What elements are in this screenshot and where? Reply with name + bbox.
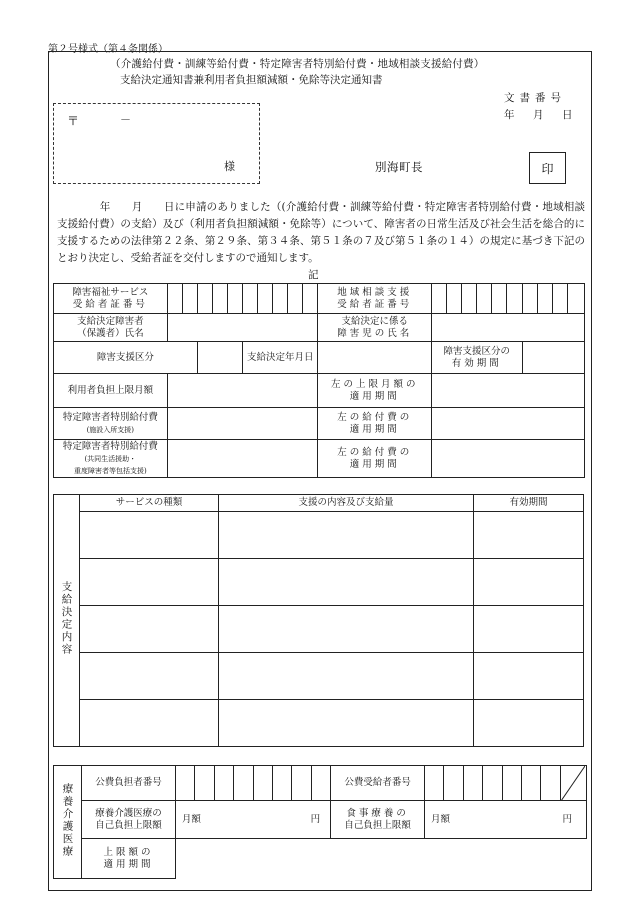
honorific-sama: 様 [224, 160, 235, 173]
monthly-cap-field [167, 374, 318, 408]
public-recipient-number-label: 公費受給者番号 [331, 766, 425, 801]
monthly-cap-period-field [432, 374, 585, 408]
form-number-label: 第２号様式（第４条関係） [48, 44, 168, 55]
seal-label: 印 [541, 161, 554, 176]
recipient-info-table [53, 283, 585, 478]
meal-limit-label: 食事療養の 自己負担上限額 [331, 801, 425, 839]
medical-limit-label: 療養介護医療の 自己負担上限額 [82, 801, 176, 839]
medical-care-table [53, 765, 587, 879]
title-line-1: （介護給付費・訓練等給付費・特定障害者特別給付費・地域相談支援給付費） [110, 58, 485, 70]
facility-benefit-label: 特定障害者特別給付費 (施設入所支援) [54, 408, 168, 440]
decision-content-side-label: 支給決定内容 [54, 495, 80, 747]
facility-benefit-period-label: 左の給付費の 適用期間 [318, 408, 432, 440]
header-service-type: サービスの種類 [80, 495, 219, 512]
header-support-content: 支援の内容及び支給量 [219, 495, 474, 512]
group-home-benefit-period-field [432, 440, 585, 478]
category-period-field [522, 342, 584, 374]
diagonal-cell [560, 766, 586, 801]
decision-content-table [53, 494, 584, 747]
decision-date-label: 支給決定年月日 [243, 342, 318, 374]
monthly-cap-period-label: 左の上限月額の 適用期間 [318, 374, 432, 408]
seal-box [529, 152, 566, 184]
limit-period-label: 上限額の 適用期間 [82, 839, 176, 879]
title-line-2: 支給決定通知書兼利用者負担額減額・免除等決定通知書 [120, 74, 383, 86]
decision-date-field [318, 342, 432, 374]
facility-benefit-field [167, 408, 318, 440]
service-cert-number-label: 障害福祉サービス 受給者証番号 [54, 284, 168, 314]
postal-dash: － [120, 113, 131, 126]
support-category-field [197, 342, 242, 374]
recipient-name-label: 支給決定障害者 （保護者）氏名 [54, 314, 168, 342]
public-payer-number-label: 公費負担者番号 [82, 766, 176, 801]
medical-limit-field: 月額 円 [175, 801, 330, 839]
recipient-name-field [167, 314, 318, 342]
ki-heading: 記 [308, 269, 319, 281]
monthly-cap-label: 利用者負担上限月額 [54, 374, 168, 408]
diagonal-line [561, 766, 585, 801]
support-category-label: 障害支援区分 [54, 342, 198, 374]
meal-limit-field: 月額 円 [425, 801, 587, 839]
group-home-benefit-field [167, 440, 318, 478]
table-row [80, 606, 219, 653]
notice-body: 年 月 日に申請のありました（(介護給付費・訓練等給付費・特定障害者特別給付費・地域相談支援給付費）の支給）及び（利用者負担額減額・免除等）について、障害者の日常生活及び社会生活を総合的に支援するための法律第２２条、第２９条、第３４条、第５１条の７及び第５１条の１４）の規定に基づき下記のとおり決定し、受給者証を交付しますので通知します。 [57, 201, 585, 264]
medical-side-label: 療養介護医療 [54, 766, 82, 879]
date-label: 年 月 日 [504, 109, 577, 121]
consult-cert-number-label: 地域相談支援 受給者証番号 [318, 284, 432, 314]
table-row [80, 653, 219, 700]
table-row [80, 700, 219, 747]
limit-period-field [175, 839, 586, 879]
postal-mark: 〒 [67, 114, 80, 128]
header-valid-period: 有効期間 [474, 495, 584, 512]
child-name-field [432, 314, 585, 342]
child-name-label: 支給決定に係る 障害児の氏名 [318, 314, 432, 342]
document-number-label: 文書番号 [504, 92, 566, 104]
group-home-benefit-period-label: 左の給付費の 適用期間 [318, 440, 432, 478]
group-home-benefit-label: 特定障害者特別給付費 (共同生活援助・ 重度障害者等包括支援) [54, 440, 168, 478]
category-period-label: 障害支援区分の 有効期間 [432, 342, 522, 374]
table-row [80, 559, 219, 606]
table-row [80, 512, 219, 559]
issuer-name: 別海町長 [375, 160, 423, 174]
facility-benefit-period-field [432, 408, 585, 440]
